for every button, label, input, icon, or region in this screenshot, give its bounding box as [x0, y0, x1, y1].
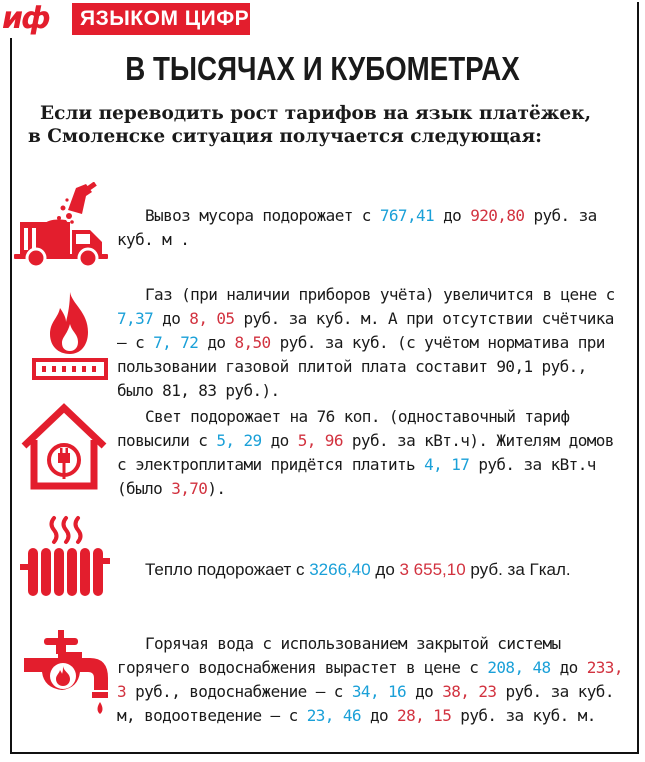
- item-gas-old-price-nometer: 7, 72: [153, 333, 199, 352]
- item-electricity-text-1: Свет подорожает на 76 коп. (одноставочный тариф повысили с: [117, 407, 570, 450]
- rubric-label: ЯЗЫКОМ ЦИФР: [72, 3, 250, 35]
- lead-paragraph: [28, 102, 632, 148]
- item-heat-text-2: до: [370, 560, 400, 579]
- item-hotwater-text-1: Горячая вода с использованием закрытой системы горячего водоснабжения вырастет в цене с: [117, 634, 561, 677]
- item-electricity-stove-old-price: 3,70: [171, 479, 208, 498]
- logo-text: иф: [2, 1, 49, 36]
- item-gas-text-3: руб. за куб. м. А при отсутствии счётчика – с: [117, 309, 614, 352]
- item-gas-new-price-nometer: 8,50: [234, 333, 271, 352]
- item-garbage-text-3: руб. за куб. м .: [117, 206, 597, 249]
- item-garbage-new-price: 920,80: [470, 206, 525, 225]
- item-drainage-new-price: 28, 15: [397, 706, 452, 725]
- logo: [0, 0, 70, 38]
- item-electricity-text-3: руб. за кВт.ч). Жителям домов с электроплитами придётся платить: [117, 431, 614, 474]
- item-hotwater-text-4: до: [406, 682, 443, 701]
- item-heat-new-price: 3 655,10: [399, 560, 466, 579]
- item-hotwater-text-7: руб. за куб. м.: [451, 706, 596, 725]
- garbage-truck-icon: [14, 182, 114, 268]
- item-electricity-text-5: ).: [207, 479, 226, 498]
- item-watersupply-new-price: 38, 23: [442, 682, 497, 701]
- item-electricity-text-2: до: [261, 431, 298, 450]
- page-title: В ТЫСЯЧАХ И КУБОМЕТРАХ: [125, 50, 520, 87]
- item-garbage-old-price: 767,41: [379, 206, 435, 225]
- item-hotwater-text-3: руб., водоснабжение – с: [126, 682, 352, 701]
- item-hotwater-text-5: руб. за куб. м, водоотведение – с: [117, 682, 614, 725]
- item-gas-text-1: Газ (при наличии приборов учёта) увеличится в цене с: [145, 285, 615, 304]
- item-drainage-old-price: 23, 46: [306, 706, 361, 725]
- item-garbage-text-2: до: [434, 206, 471, 225]
- item-garbage: [117, 204, 629, 252]
- house-plug-icon: [18, 402, 110, 490]
- item-electricity-text-4: руб. за кВт.ч (было: [117, 455, 596, 498]
- radiator-icon: [18, 514, 110, 600]
- item-heat-old-price: 3266,40: [309, 560, 371, 579]
- item-gas-text-4: до: [198, 333, 235, 352]
- item-gas-text-2: до: [153, 309, 190, 328]
- item-watersupply-old-price: 34, 16: [351, 682, 407, 701]
- lead-line-2: в Смоленске ситуация получается следующая:: [28, 126, 543, 147]
- item-gas-new-price: 8, 05: [189, 309, 235, 328]
- water-tap-icon: [22, 628, 112, 720]
- item-garbage-text-1: Вывоз мусора подорожает с: [145, 206, 380, 225]
- gas-flame-icon: [30, 290, 110, 380]
- item-gas-text-5: руб. за куб. (с учётом норматива при пользовании газовой плитой плата составит 90,1 руб., было 81, 83 руб.).: [117, 333, 605, 400]
- item-electricity: [117, 405, 629, 501]
- item-hotwater-old-price: 208, 48: [487, 658, 551, 677]
- item-hotwater-text-6: до: [360, 706, 398, 725]
- item-electricity-new-price: 5, 96: [297, 431, 343, 450]
- item-electricity-old-price: 5, 29: [216, 431, 262, 450]
- item-heat-text-3: руб. за Гкал.: [465, 560, 571, 579]
- item-heat: [117, 558, 629, 582]
- item-gas-old-price: 7,37: [117, 309, 154, 328]
- item-hotwater: [117, 632, 629, 728]
- item-gas: [117, 283, 629, 403]
- item-heat-text-1: Тепло подорожает с: [145, 560, 310, 579]
- header: [0, 0, 645, 38]
- item-electricity-stove-price: 4, 17: [424, 455, 470, 474]
- lead-line-1: Если переводить рост тарифов на язык платёжек,: [40, 103, 592, 124]
- item-hotwater-new-price: 233, 3: [117, 658, 623, 701]
- item-hotwater-text-2: до: [550, 658, 587, 677]
